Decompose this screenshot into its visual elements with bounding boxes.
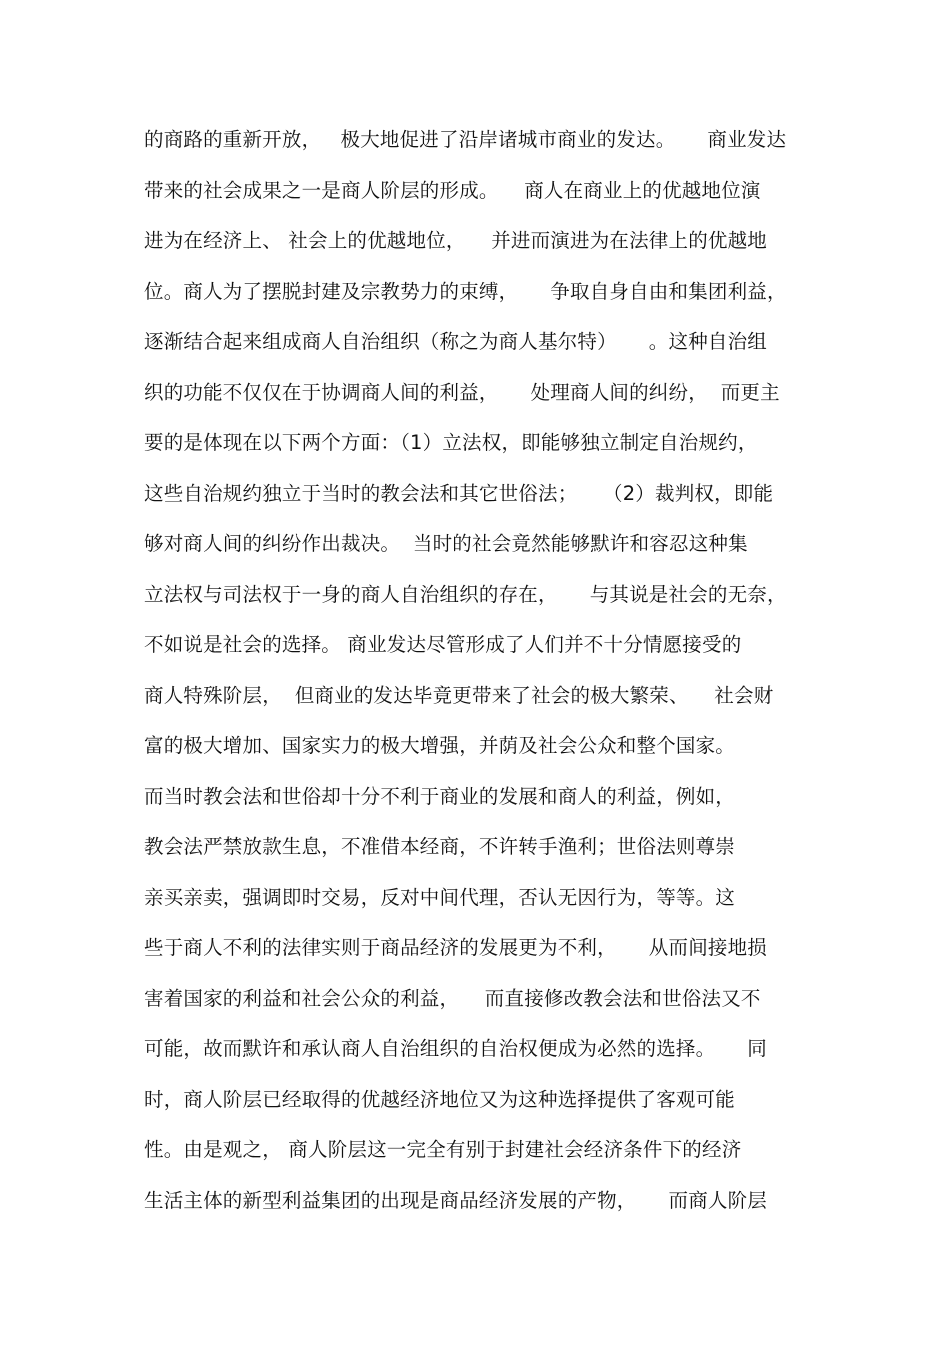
text-line: 教会法严禁放款生息，不准借本经商，不许转手渔利；世俗法则尊崇	[144, 835, 736, 858]
text-line: 商人特殊阶层， 但商业的发达毕竟更带来了社会的极大繁荣、 社会财	[144, 683, 774, 707]
text-line: 够对商人间的纠纷作出裁决。 当时的社会竟然能够默许和容忍这种集	[144, 532, 748, 555]
text-line: 织的功能不仅仅在于协调商人间的利益， 处理商人间的纠纷， 而更主	[144, 380, 780, 404]
text-line: 逐渐结合起来组成商人自治组织（称之为商人基尔特） 。这种自治组	[144, 330, 767, 353]
text-line: 要的是体现在以下两个方面：（1）立法权，即能够独立制定自治规约，	[144, 431, 758, 454]
text-line: 带来的社会成果之一是商人阶层的形成。 商人在商业上的优越地位演	[144, 178, 761, 202]
text-line: 性。由是观之， 商人阶层这一完全有别于封建社会经济条件下的经济	[144, 1138, 742, 1161]
text-line: 生活主体的新型利益集团的出现是商品经济发展的产物， 而商人阶层	[144, 1188, 767, 1212]
body-text	[144, 121, 824, 1232]
text-line: 立法权与司法权于一身的商人自治组织的存在， 与其说是社会的无奈，	[144, 582, 787, 606]
text-line: 亲买亲卖，强调即时交易，反对中间代理，否认无因行为，等等。这	[144, 885, 736, 909]
text-line: 富的极大增加、国家实力的极大增强，并荫及社会公众和整个国家。	[144, 734, 736, 757]
text-line: 这些自治规约独立于当时的教会法和其它世俗法； （2）裁判权，即能	[144, 481, 774, 505]
text-line: 而当时教会法和世俗却十分不利于商业的发展和商人的利益，例如，	[144, 784, 736, 808]
text-line: 可能，故而默许和承认商人自治组织的自治权便成为必然的选择。 同	[144, 1037, 767, 1060]
text-line: 不如说是社会的选择。 商业发达尽管形成了人们并不十分情愿接受的	[144, 633, 742, 656]
text-line: 的商路的重新开放， 极大地促进了沿岸诸城市商业的发达。 商业发达	[144, 128, 787, 151]
text-line: 时，商人阶层已经取得的优越经济地位又为这种选择提供了客观可能	[144, 1087, 736, 1111]
text-line: 位。商人为了摆脱封建及宗教势力的束缚， 争取自身自由和集团利益，	[144, 279, 787, 303]
text-line: 害着国家的利益和社会公众的利益， 而直接修改教会法和世俗法又不	[144, 986, 761, 1010]
text-line: 些于商人不利的法律实则于商品经济的发展更为不利， 从而间接地损	[144, 936, 767, 959]
text-line: 进为在经济上、 社会上的优越地位， 并进而演进为在法律上的优越地	[144, 229, 767, 252]
